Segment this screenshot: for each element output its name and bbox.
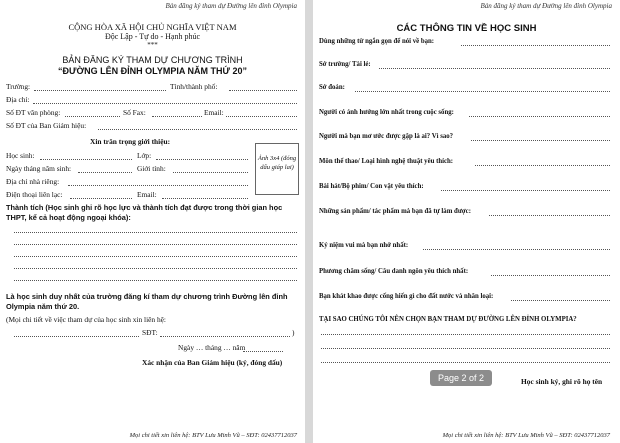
achievements-line[interactable] xyxy=(14,232,297,233)
answer-field[interactable] xyxy=(489,215,610,216)
date-line: Ngày … tháng … năm xyxy=(178,343,246,352)
answer-field[interactable] xyxy=(475,165,610,166)
school-field[interactable] xyxy=(34,90,166,91)
answer-field[interactable] xyxy=(441,190,610,191)
page-header: Bản đăng ký tham dự Đường lên đỉnh Olympia xyxy=(165,2,297,10)
form-page-2 xyxy=(313,0,620,443)
answer-field[interactable] xyxy=(511,300,610,301)
photo-box: Ảnh 3x4 (đóng dấu giáp lai) xyxy=(255,143,299,195)
question-label: Môn thể thao/ Loại hình nghệ thuật yêu thích: xyxy=(319,158,454,165)
address-label: Địa chỉ: xyxy=(6,95,30,104)
gender-field[interactable] xyxy=(173,172,248,173)
class-label: Lớp: xyxy=(137,151,152,160)
class-field[interactable] xyxy=(156,159,248,160)
achievements-line[interactable] xyxy=(14,268,297,269)
contact-phone-label: Điện thoại liên lạc: xyxy=(6,190,63,199)
student-sign: Học sinh ký, ghi rõ họ tên xyxy=(521,377,603,386)
answer-field[interactable] xyxy=(423,249,610,250)
why-answer-line[interactable] xyxy=(321,334,610,335)
question-label: Phương châm sống/ Câu danh ngôn yêu thích nhất: xyxy=(319,268,469,275)
city-field[interactable] xyxy=(229,90,297,91)
principal-phone-label: Số ĐT của Ban Giám hiệu: xyxy=(6,121,87,130)
question-label: Dùng những từ ngắn gọn để nói về bạn: xyxy=(319,38,435,45)
page-indicator: Page 2 of 2 xyxy=(430,370,492,386)
principal-phone-field[interactable] xyxy=(98,129,297,130)
office-phone-field[interactable] xyxy=(65,116,120,117)
form-page-1 xyxy=(0,0,305,443)
question-label: Bài hát/Bộ phim/ Con vật yêu thích: xyxy=(319,183,424,190)
achievements-line[interactable] xyxy=(14,256,297,257)
question-label: Người có ảnh hưởng lớn nhất trong cuộc sống: xyxy=(319,109,454,116)
achievements-label: Thành tích (Học sinh ghi rõ học lực và thành tích đạt được trong thời gian học THPT, kể cả hoạt động ngoại khóa): xyxy=(6,203,283,222)
student-name-field[interactable] xyxy=(40,159,132,160)
email-field[interactable] xyxy=(226,116,297,117)
student-label: Học sinh: xyxy=(6,151,35,160)
question-label: Những sản phẩm/ tác phẩm mà bạn đã tự làm được: xyxy=(319,208,471,215)
dob-label: Ngày tháng năm sinh: xyxy=(6,164,72,173)
why-answer-line[interactable] xyxy=(321,362,610,363)
stars-divider: *** xyxy=(147,41,158,49)
page-header: Bản đăng ký tham dự Đường lên đỉnh Olympia xyxy=(480,2,612,10)
section-title: CÁC THÔNG TIN VỀ HỌC SINH xyxy=(396,23,537,34)
intro-label: Xin trân trọng giới thiệu: xyxy=(90,137,171,146)
fax-field[interactable] xyxy=(152,116,202,117)
office-phone-label: Số ĐT văn phòng: xyxy=(6,108,61,117)
address-field[interactable] xyxy=(33,103,297,104)
answer-field[interactable] xyxy=(471,140,610,141)
answer-field[interactable] xyxy=(379,68,610,69)
principal-confirm: Xác nhận của Ban Giám hiệu (ký, đóng dấu) xyxy=(142,358,283,367)
contact-person-field[interactable] xyxy=(14,336,139,337)
gender-label: Giới tính: xyxy=(137,164,166,173)
year-field[interactable] xyxy=(243,351,283,352)
answer-field[interactable] xyxy=(469,116,610,117)
program-title: “ĐƯỜNG LÊN ĐỈNH OLYMPIA NĂM THỨ 20” xyxy=(58,66,247,76)
achievements-line[interactable] xyxy=(14,280,297,281)
contact-note: (Mọi chi tiết về việc tham dự của học sinh xin liên hệ: xyxy=(6,315,166,324)
email-label: Email: xyxy=(204,108,224,117)
declaration: Là học sinh duy nhất của trường đăng kí tham dự chương trình Đường lên đỉnh Olympia năm thứ 20. xyxy=(6,292,288,311)
why-answer-line[interactable] xyxy=(321,348,610,349)
student-email-field[interactable] xyxy=(162,198,248,199)
question-label: Sở trường/ Tài lẻ: xyxy=(319,61,371,68)
achievements-line[interactable] xyxy=(14,244,297,245)
why-label: TẠI SAO CHÚNG TÔI NÊN CHỌN BẠN THAM DỰ ĐƯỜNG LÊN ĐỈNH OLYMPIA? xyxy=(319,316,577,323)
school-label: Trường: xyxy=(6,82,31,91)
fax-label: Số Fax: xyxy=(123,108,146,117)
question-label: Bạn khát khao được cống hiến gì cho đất nước và nhân loại: xyxy=(319,293,494,300)
city-label: Tỉnh/thành phố: xyxy=(170,82,218,91)
answer-field[interactable] xyxy=(461,45,610,46)
page-footer: Mọi chi tiết xin liên hệ: BTV Lưu Minh Vũ – SĐT: 02437712037 xyxy=(129,432,297,439)
question-label: Người mà bạn mơ ước được gặp là ai? Vì sao? xyxy=(319,133,454,140)
page-footer: Mọi chi tiết xin liên hệ: BTV Lưu Minh Vũ – SĐT: 02437712037 xyxy=(442,432,610,439)
contact-phone-field[interactable] xyxy=(70,198,132,199)
contact-sdt-field[interactable] xyxy=(160,336,290,337)
student-email-label: Email: xyxy=(137,190,157,199)
home-address-field[interactable] xyxy=(68,185,248,186)
close-paren: ) xyxy=(292,328,295,337)
question-label: Sở đoản: xyxy=(319,84,345,91)
question-label: Kỷ niệm vui mà bạn nhớ nhất: xyxy=(319,242,409,249)
answer-field[interactable] xyxy=(355,91,610,92)
nation-title: CỘNG HÒA XÃ HỘI CHỦ NGHĨA VIỆT NAM xyxy=(68,22,237,32)
form-title: BẢN ĐĂNG KÝ THAM DỰ CHƯƠNG TRÌNH xyxy=(62,55,243,65)
dob-field[interactable] xyxy=(78,172,132,173)
answer-field[interactable] xyxy=(491,275,610,276)
sdt-label: SĐT: xyxy=(142,328,158,337)
home-address-label: Địa chỉ nhà riêng: xyxy=(6,177,60,186)
motto: Độc Lập - Tự do - Hạnh phúc xyxy=(104,32,201,41)
